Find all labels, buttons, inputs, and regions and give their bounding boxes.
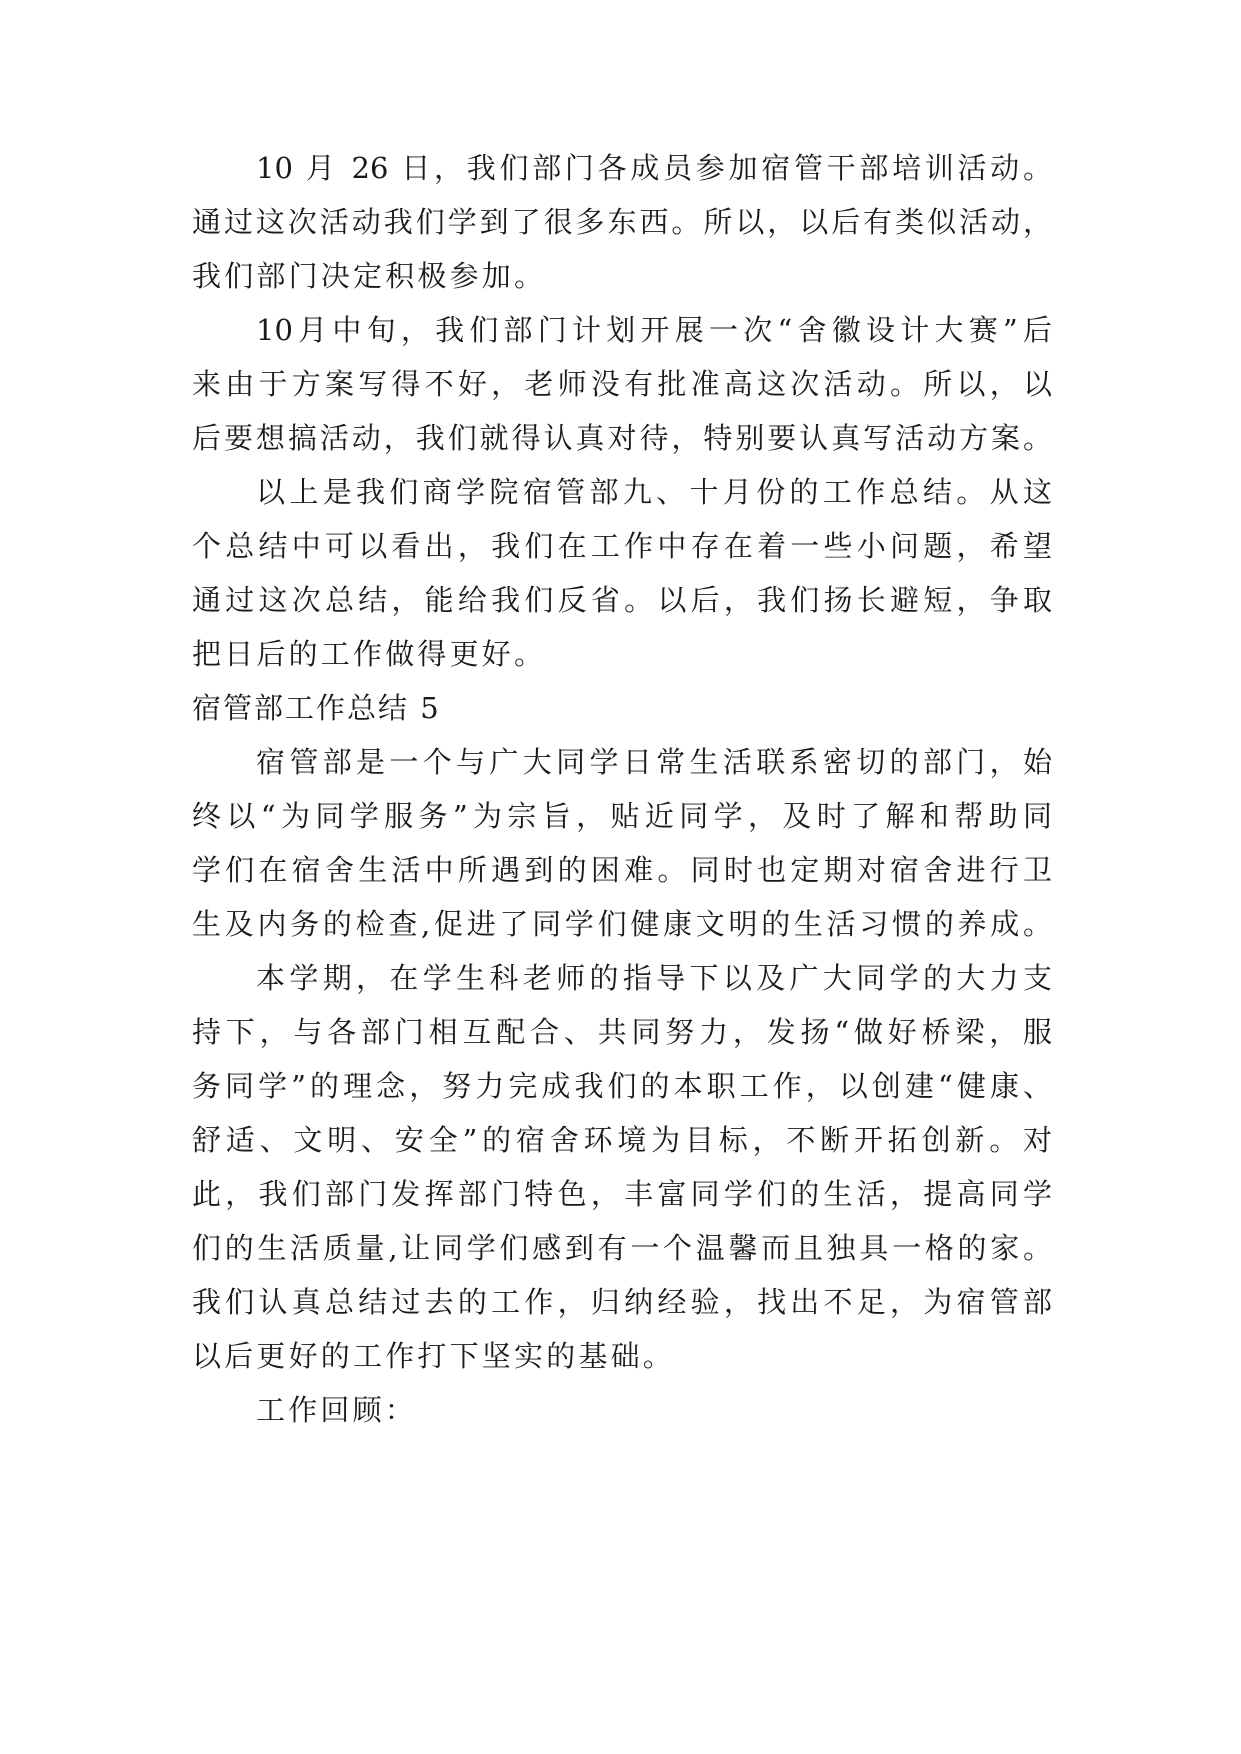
text-line: 通过这次活动我们学到了很多东西。所以，以后有类似活动， bbox=[192, 205, 1052, 239]
text-line: 持下，与各部门相互配合、共同努力，发扬“做好桥梁，服 bbox=[192, 1015, 1052, 1049]
text-line: 以上是我们商学院宿管部九、十月份的工作总结。从这 bbox=[256, 475, 1052, 509]
text-line: 通过这次总结，能给我们反省。以后，我们扬长避短，争取 bbox=[192, 583, 1052, 617]
text-line: 学们在宿舍生活中所遇到的困难。同时也定期对宿舍进行卫 bbox=[192, 853, 1052, 887]
text-line: 此，我们部门发挥部门特色，丰富同学们的生活，提高同学 bbox=[192, 1177, 1052, 1211]
text-line: 们的生活质量,让同学们感到有一个温馨而且独具一格的家。 bbox=[192, 1231, 1052, 1265]
text-line: 生及内务的检查,促进了同学们健康文明的生活习惯的养成。 bbox=[192, 907, 1052, 941]
text-line: 本学期，在学生科老师的指导下以及广大同学的大力支 bbox=[256, 961, 1052, 995]
section-heading: 宿管部工作总结 5 bbox=[192, 691, 441, 725]
text-line: 以后更好的工作打下坚实的基础。 bbox=[192, 1339, 676, 1373]
text-line: 终以“为同学服务”为宗旨，贴近同学，及时了解和帮助同 bbox=[192, 799, 1052, 833]
text-line: 10月中旬，我们部门计划开展一次“舍徽设计大赛”后 bbox=[256, 313, 1052, 347]
text-line: 舒适、文明、安全”的宿舍环境为目标，不断开拓创新。对 bbox=[192, 1123, 1052, 1157]
text-line: 来由于方案写得不好，老师没有批准高这次活动。所以，以 bbox=[192, 367, 1052, 401]
text-line: 个总结中可以看出，我们在工作中存在着一些小问题，希望 bbox=[192, 529, 1052, 563]
text-line: 把日后的工作做得更好。 bbox=[192, 637, 547, 671]
text-line: 宿管部是一个与广大同学日常生活联系密切的部门，始 bbox=[256, 745, 1052, 779]
text-line: 务同学”的理念，努力完成我们的本职工作，以创建“健康、 bbox=[192, 1069, 1052, 1103]
text-line: 我们部门决定积极参加。 bbox=[192, 259, 547, 293]
text-line: 我们认真总结过去的工作，归纳经验，找出不足，为宿管部 bbox=[192, 1285, 1052, 1319]
text-line: 10 月 26 日，我们部门各成员参加宿管干部培训活动。 bbox=[256, 151, 1052, 185]
text-line: 后要想搞活动，我们就得认真对待，特别要认真写活动方案。 bbox=[192, 421, 1052, 455]
text-line: 工作回顾： bbox=[256, 1393, 418, 1427]
